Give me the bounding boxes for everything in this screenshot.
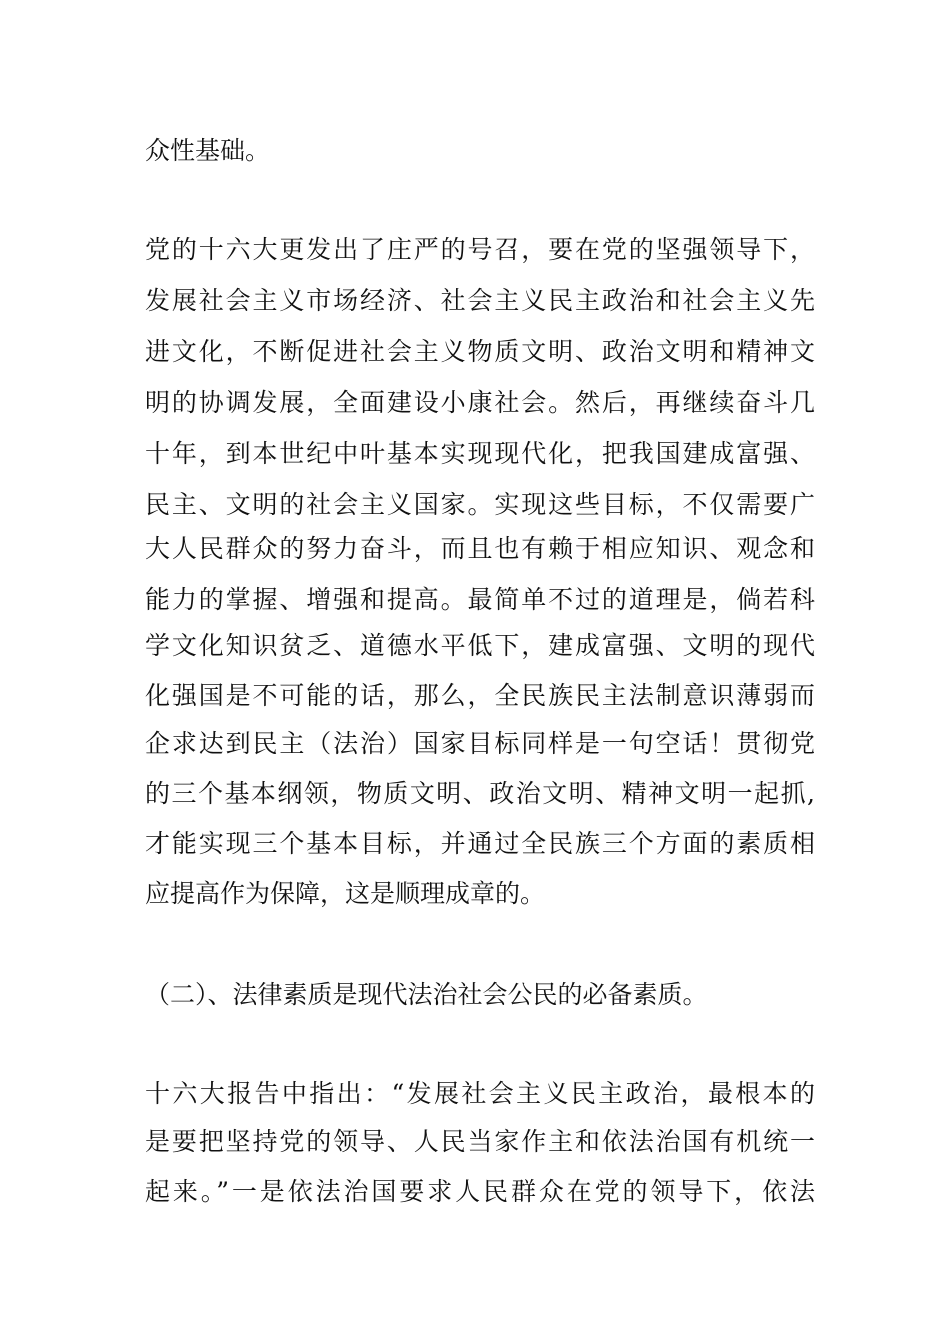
paragraph-2-line: 十六大报告中指出：“发展社会主义民主政治，最根本的 (145, 1079, 815, 1108)
paragraph-1-line: 应提高作为保障，这是顺理成章的。 (145, 879, 546, 908)
paragraph-1-line: 明的协调发展，全面建设小康社会。然后，再继续奋斗几 (145, 388, 815, 417)
paragraph-2-line: 起来。”一是依法治国要求人民群众在党的领导下，依法 (145, 1177, 815, 1206)
section-heading: （二）、法律素质是现代法治社会公民的必备素质。 (145, 980, 708, 1009)
paragraph-1-line: 进文化，不断促进社会主义物质文明、政治文明和精神文 (145, 337, 815, 366)
paragraph-1-line: 党的十六大更发出了庄严的号召，要在党的坚强领导下， (145, 235, 815, 264)
paragraph-1-line: 十年，到本世纪中叶基本实现现代化，把我国建成富强、 (145, 439, 815, 468)
paragraph-1-line: 发展社会主义市场经济、社会主义民主政治和社会主义先 (145, 286, 815, 315)
paragraph-1-line: 才能实现三个基本目标，并通过全民族三个方面的素质相 (145, 829, 815, 858)
paragraph-1-line: 民主、文明的社会主义国家。实现这些目标，不仅需要广 (145, 490, 815, 519)
paragraph-1-line: 化强国是不可能的话，那么，全民族民主法制意识薄弱而 (145, 681, 815, 710)
paragraph-1-line: 大人民群众的努力奋斗，而且也有赖于相应知识、观念和 (145, 534, 815, 563)
paragraph-1-line: 能力的掌握、增强和提高。最简单不过的道理是，倘若科 (145, 585, 815, 614)
paragraph-1-line: 学文化知识贫乏、道德水平低下，建成富强、文明的现代 (145, 631, 815, 660)
paragraph-2-line: 是要把坚持党的领导、人民当家作主和依法治国有机统一 (145, 1127, 815, 1156)
paragraph-1-line: 企求达到民主（法治）国家目标同样是一句空话！贯彻党 (145, 729, 815, 758)
paragraph-1-line: 的三个基本纲领，物质文明、政治文明、精神文明一起抓, (145, 779, 815, 808)
continuation-line: 众性基础。 (145, 136, 271, 165)
